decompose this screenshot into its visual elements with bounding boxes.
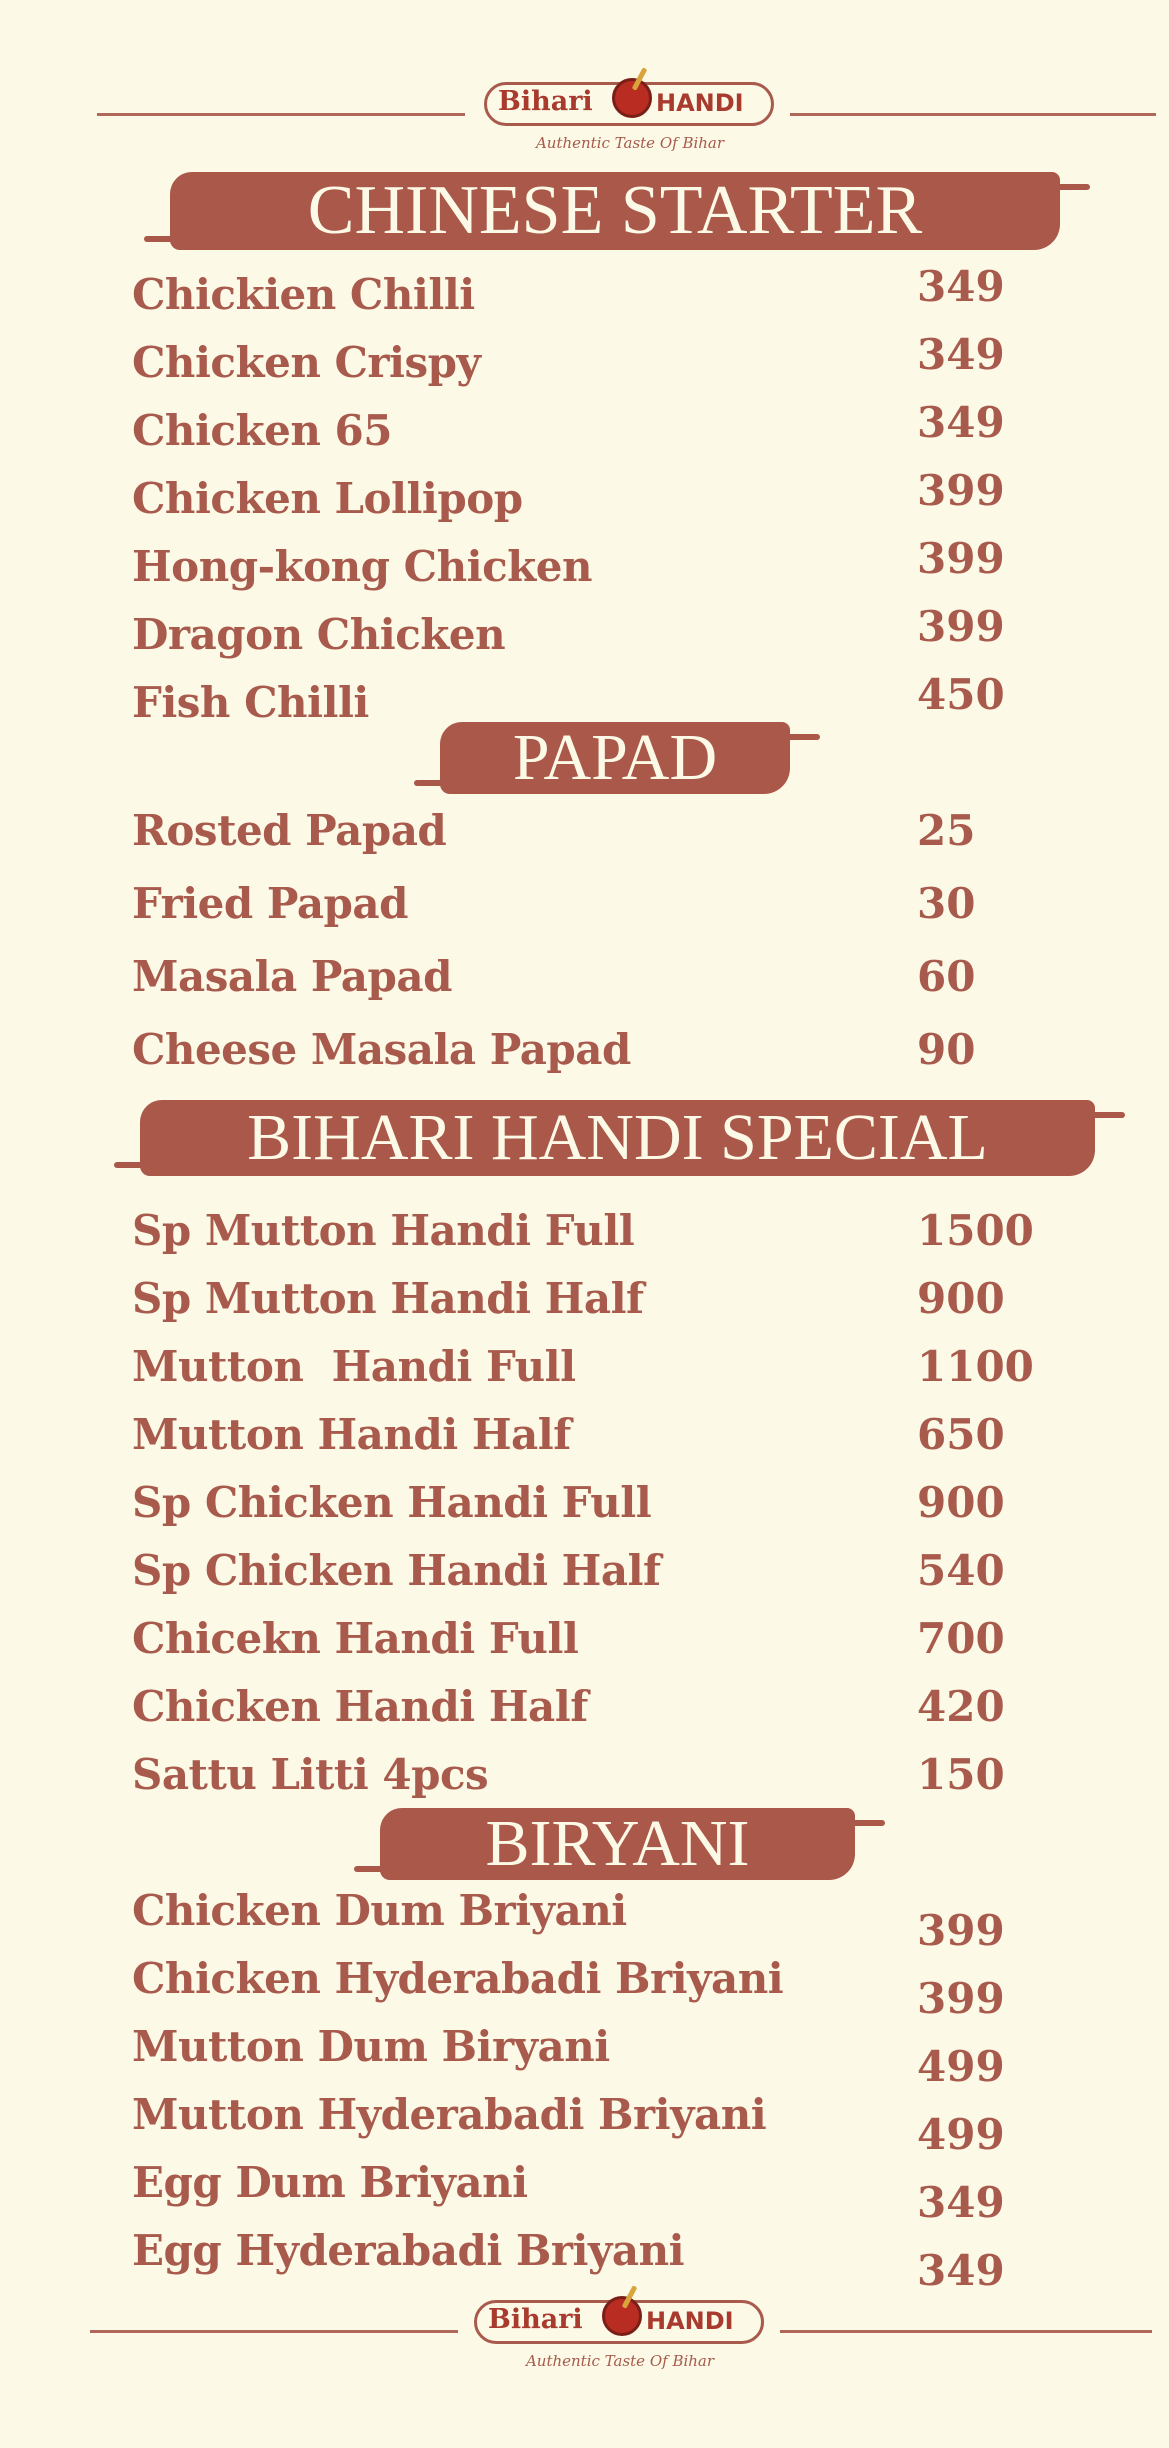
menu-item-price: 420 xyxy=(917,1682,1005,1731)
menu-item-name: Chicken 65 xyxy=(132,406,392,455)
menu-item-name: Fried Papad xyxy=(132,879,408,928)
menu-item-name: Mutton Hyderabadi Briyani xyxy=(132,2090,767,2139)
menu-item-price: 650 xyxy=(917,1410,1005,1459)
menu-item-price: 25 xyxy=(917,806,976,855)
logo-tagline: Authentic Taste Of Bihar xyxy=(535,134,725,152)
handi-pot-icon xyxy=(602,2296,642,2336)
logo-word-bihari: Bihari xyxy=(498,86,593,117)
menu-item-name: Fish Chilli xyxy=(132,678,369,727)
section-banner-bihari-handi-special xyxy=(140,1100,1095,1176)
logo-word-handi: HANDI xyxy=(646,2307,734,2335)
menu-item-name: Mutton Handi Full xyxy=(132,1342,576,1391)
menu-item-price: 1100 xyxy=(917,1342,1034,1391)
menu-item-name: Sattu Litti 4pcs xyxy=(132,1750,489,1799)
logo-tagline: Authentic Taste Of Bihar xyxy=(525,2352,715,2370)
top-right-rule xyxy=(790,113,1156,116)
section-title: BIHARI HANDI SPECIAL xyxy=(247,1101,988,1174)
menu-item-price: 349 xyxy=(917,262,1005,311)
menu-item-price: 60 xyxy=(917,952,976,1001)
menu-item-name: Sp Chicken Handi Half xyxy=(132,1546,661,1595)
menu-item-price: 399 xyxy=(917,534,1005,583)
menu-item-price: 90 xyxy=(917,1025,976,1074)
bottom-right-rule xyxy=(780,2330,1152,2333)
menu-item-name: Dragon Chicken xyxy=(132,610,506,659)
menu-item-price: 399 xyxy=(917,466,1005,515)
menu-item-name: Chicken Dum Briyani xyxy=(132,1886,627,1935)
menu-item-price: 900 xyxy=(917,1478,1005,1527)
menu-item-price: 499 xyxy=(917,2042,1005,2091)
menu-item-name: Cheese Masala Papad xyxy=(132,1025,631,1074)
menu-item-price: 349 xyxy=(917,398,1005,447)
menu-item-name: Chicken Lollipop xyxy=(132,474,523,523)
menu-item-price: 349 xyxy=(917,330,1005,379)
section-title: CHINESE STARTER xyxy=(307,172,923,249)
menu-item-price: 30 xyxy=(917,879,976,928)
menu-item-name: Chicken Hyderabadi Briyani xyxy=(132,1954,784,2003)
menu-item-name: Sp Chicken Handi Full xyxy=(132,1478,652,1527)
handi-pot-icon xyxy=(612,78,652,118)
menu-item-name: Chicekn Handi Full xyxy=(132,1614,579,1663)
menu-item-price: 150 xyxy=(917,1750,1005,1799)
menu-item-price: 349 xyxy=(917,2246,1005,2295)
section-title: PAPAD xyxy=(512,721,718,794)
menu-item-price: 450 xyxy=(917,670,1005,719)
menu-item-name: Rosted Papad xyxy=(132,806,447,855)
menu-item-price: 399 xyxy=(917,1906,1005,1955)
menu-item-name: Masala Papad xyxy=(132,952,452,1001)
menu-item-name: Hong-kong Chicken xyxy=(132,542,593,591)
menu-item-name: Chicken Handi Half xyxy=(132,1682,588,1731)
menu-item-name: Chickien Chilli xyxy=(132,270,475,319)
menu-item-price: 1500 xyxy=(917,1206,1034,1255)
menu-item-name: Mutton Dum Biryani xyxy=(132,2022,610,2071)
menu-item-name: Sp Mutton Handi Half xyxy=(132,1274,644,1323)
menu-item-price: 700 xyxy=(917,1614,1005,1663)
section-title: BIRYANI xyxy=(485,1807,750,1880)
top-logo xyxy=(484,78,776,168)
menu-item-price: 499 xyxy=(917,2110,1005,2159)
menu-item-price: 399 xyxy=(917,1974,1005,2023)
bottom-left-rule xyxy=(90,2330,458,2333)
menu-item-price: 900 xyxy=(917,1274,1005,1323)
menu-item-name: Mutton Handi Half xyxy=(132,1410,571,1459)
menu-item-name: Chicken Crispy xyxy=(132,338,481,387)
section-banner-biryani xyxy=(380,1808,855,1880)
menu-item-price: 540 xyxy=(917,1546,1005,1595)
bottom-logo xyxy=(474,2296,766,2386)
menu-item-price: 349 xyxy=(917,2178,1005,2227)
section-banner-papad xyxy=(440,722,790,794)
logo-word-handi: HANDI xyxy=(656,89,744,117)
menu-item-price: 399 xyxy=(917,602,1005,651)
menu-item-name: Egg Dum Briyani xyxy=(132,2158,528,2207)
logo-word-bihari: Bihari xyxy=(488,2304,583,2335)
section-banner-chinese-starter xyxy=(170,172,1060,250)
top-left-rule xyxy=(97,113,465,116)
menu-item-name: Sp Mutton Handi Full xyxy=(132,1206,635,1255)
menu-item-name: Egg Hyderabadi Briyani xyxy=(132,2226,685,2275)
